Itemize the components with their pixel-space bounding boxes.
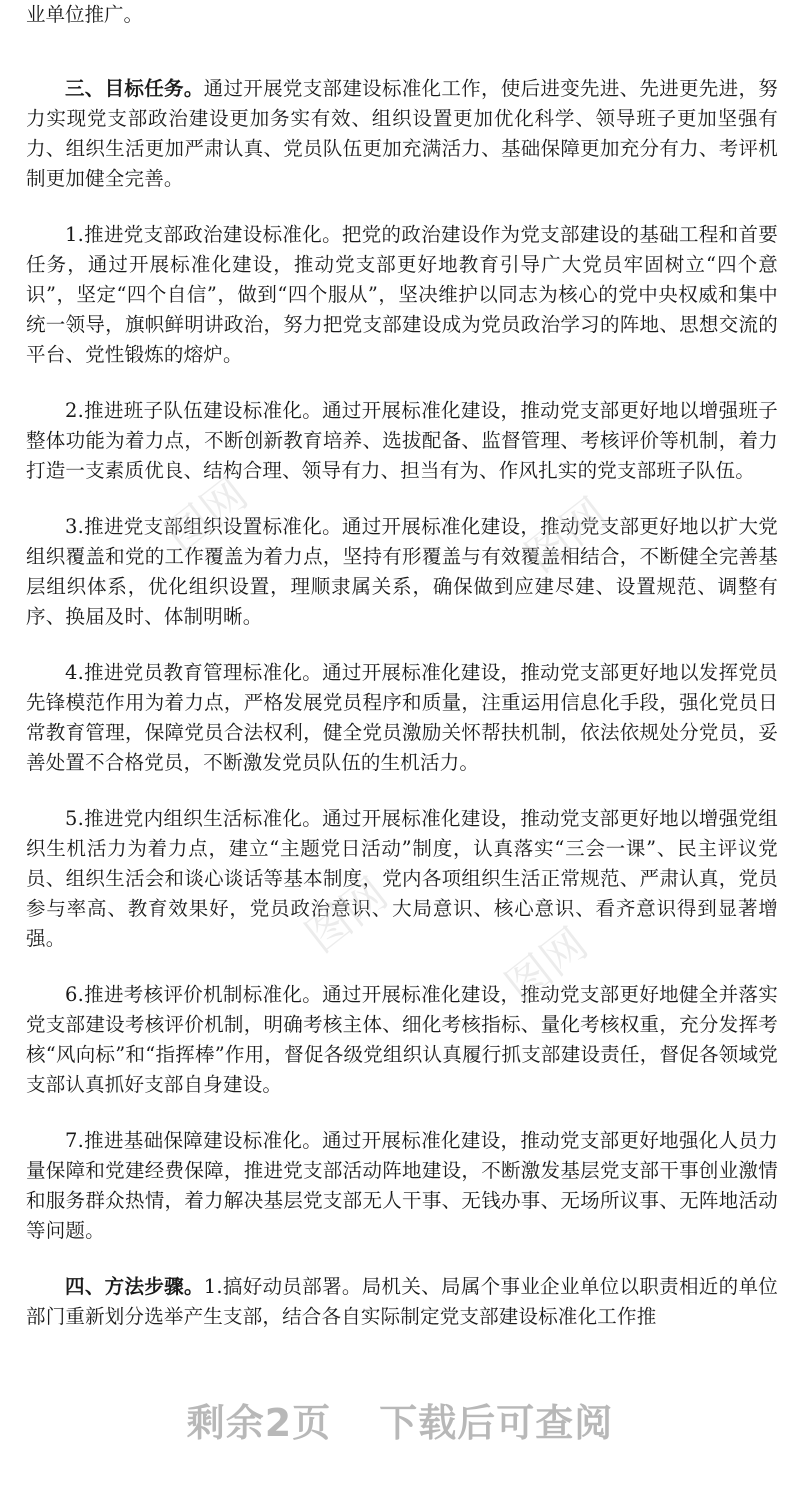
item-6 <box>26 980 778 1100</box>
paragraph-text: 3.推进党支部组织设置标准化。通过开展标准化建设，推动党支部更好地以扩大党组织覆盖和党的工作覆盖为着力点，坚持有形覆盖与有效覆盖相结合，不断健全完善基层组织体系，优化组织设置，理顺隶属关系，确保做到应建尽建、设置规范、调整有序、换届及时、体制明晰。 <box>26 515 778 628</box>
paragraph-text: 2.推进班子队伍建设标准化。通过开展标准化建设，推动党支部更好地以增强班子整体功能为着力点，不断创新教育培养、选拔配备、监督管理、考核评价等机制，着力打造一支素质优良、结构合理、领导有力、担当有为、作风扎实的党支部班子队伍。 <box>26 399 778 482</box>
item-2 <box>26 396 778 486</box>
spacer <box>26 370 778 396</box>
paragraph-text: 1.搞好动员部署。局机关、局属个事业企业单位以职责相近的单位部门重新划分选举产生支部，结合各自实际制定党支部建设标准化工作推 <box>26 1275 778 1328</box>
item-4 <box>26 658 778 778</box>
spacer <box>26 632 778 658</box>
section-methods <box>26 1272 778 1332</box>
paragraph-text: 通过开展党支部建设标准化工作，使后进变先进、先进更先进，努力实现党支部政治建设更加务实有效、组织设置更加优化科学、领导班子更加坚强有力、组织生活更加严肃认真、党员队伍更加充满活力、基础保障更加充分有力、考评机制更加健全完善。 <box>26 77 778 190</box>
paragraph-text: 5.推进党内组织生活标准化。通过开展标准化建设，推动党支部更好地以增强党组织生机活力为着力点，建立“主题党日活动”制度，认真落实“三会一课”、民主评议党员、组织生活会和谈心谈话等基本制度，党内各项组织生活正常规范、严肃认真，党员参与率高、教育效果好，党员政治意识、大局意识、核心意识、看齐意识得到显著增强。 <box>26 807 778 950</box>
item-7 <box>26 1126 778 1246</box>
spacer <box>26 778 778 804</box>
download-to-view-label: 下载后可查阅 <box>379 1401 614 1445</box>
section-heading: 三、目标任务。 <box>65 77 204 100</box>
download-prompt[interactable] <box>0 1392 800 1447</box>
spacer <box>26 954 778 980</box>
watermark: 图网 <box>496 918 598 1013</box>
paragraph-text: 4.推进党员教育管理标准化。通过开展标准化建设，推动党支部更好地以发挥党员先锋模范作用为着力点，严格发展党员程序和质量，注重运用信息化手段，强化党员日常教育管理，保障党员合法权利，健全党员激励关怀帮扶机制，依法依规处分党员，妥善处置不合格党员，不断激发党员队伍的生机活力。 <box>26 661 778 774</box>
spacer <box>26 1100 778 1126</box>
watermark: 图网 <box>516 488 618 583</box>
section-goals <box>26 74 778 194</box>
watermark: 图网 <box>156 468 258 563</box>
top-fragment: 业单位推广。 <box>26 3 144 26</box>
item-1 <box>26 220 778 370</box>
remaining-pages-label: 剩余2页 <box>186 1401 332 1445</box>
item-3 <box>26 512 778 632</box>
section-heading: 四、方法步骤。 <box>65 1275 204 1298</box>
watermark: 图网 <box>296 868 398 963</box>
spacer <box>26 194 778 220</box>
spacer <box>26 30 778 74</box>
paragraph-text: 7.推进基础保障建设标准化。通过开展标准化建设，推动党支部更好地强化人员力量保障和党建经费保障，推进党支部活动阵地建设，不断激发基层党支部干事创业激情和服务群众热情，着力解决基层党支部无人干事、无钱办事、无场所议事、无阵地活动等问题。 <box>26 1129 778 1242</box>
document-body <box>26 0 778 1332</box>
spacer <box>26 486 778 512</box>
item-5 <box>26 804 778 954</box>
paragraph-text: 6.推进考核评价机制标准化。通过开展标准化建设，推动党支部更好地健全并落实党支部建设考核评价机制，明确考核主体、细化考核指标、量化考核权重，充分发挥考核“风向标”和“指挥棒”作用，督促各级党组织认真履行抓支部建设责任，督促各领域党支部认真抓好支部自身建设。 <box>26 983 778 1096</box>
paragraph-text: 1.推进党支部政治建设标准化。把党的政治建设作为党支部建设的基础工程和首要任务，通过开展标准化建设，推动党支部更好地教育引导广大党员牢固树立“四个意识”，坚定“四个自信”，做到“四个服从”，坚决维护以同志为核心的党中央权威和集中统一领导，旗帜鲜明讲政治，努力把党支部建设成为党员政治学习的阵地、思想交流的平台、党性锻炼的熔炉。 <box>26 223 778 366</box>
spacer <box>26 1246 778 1272</box>
